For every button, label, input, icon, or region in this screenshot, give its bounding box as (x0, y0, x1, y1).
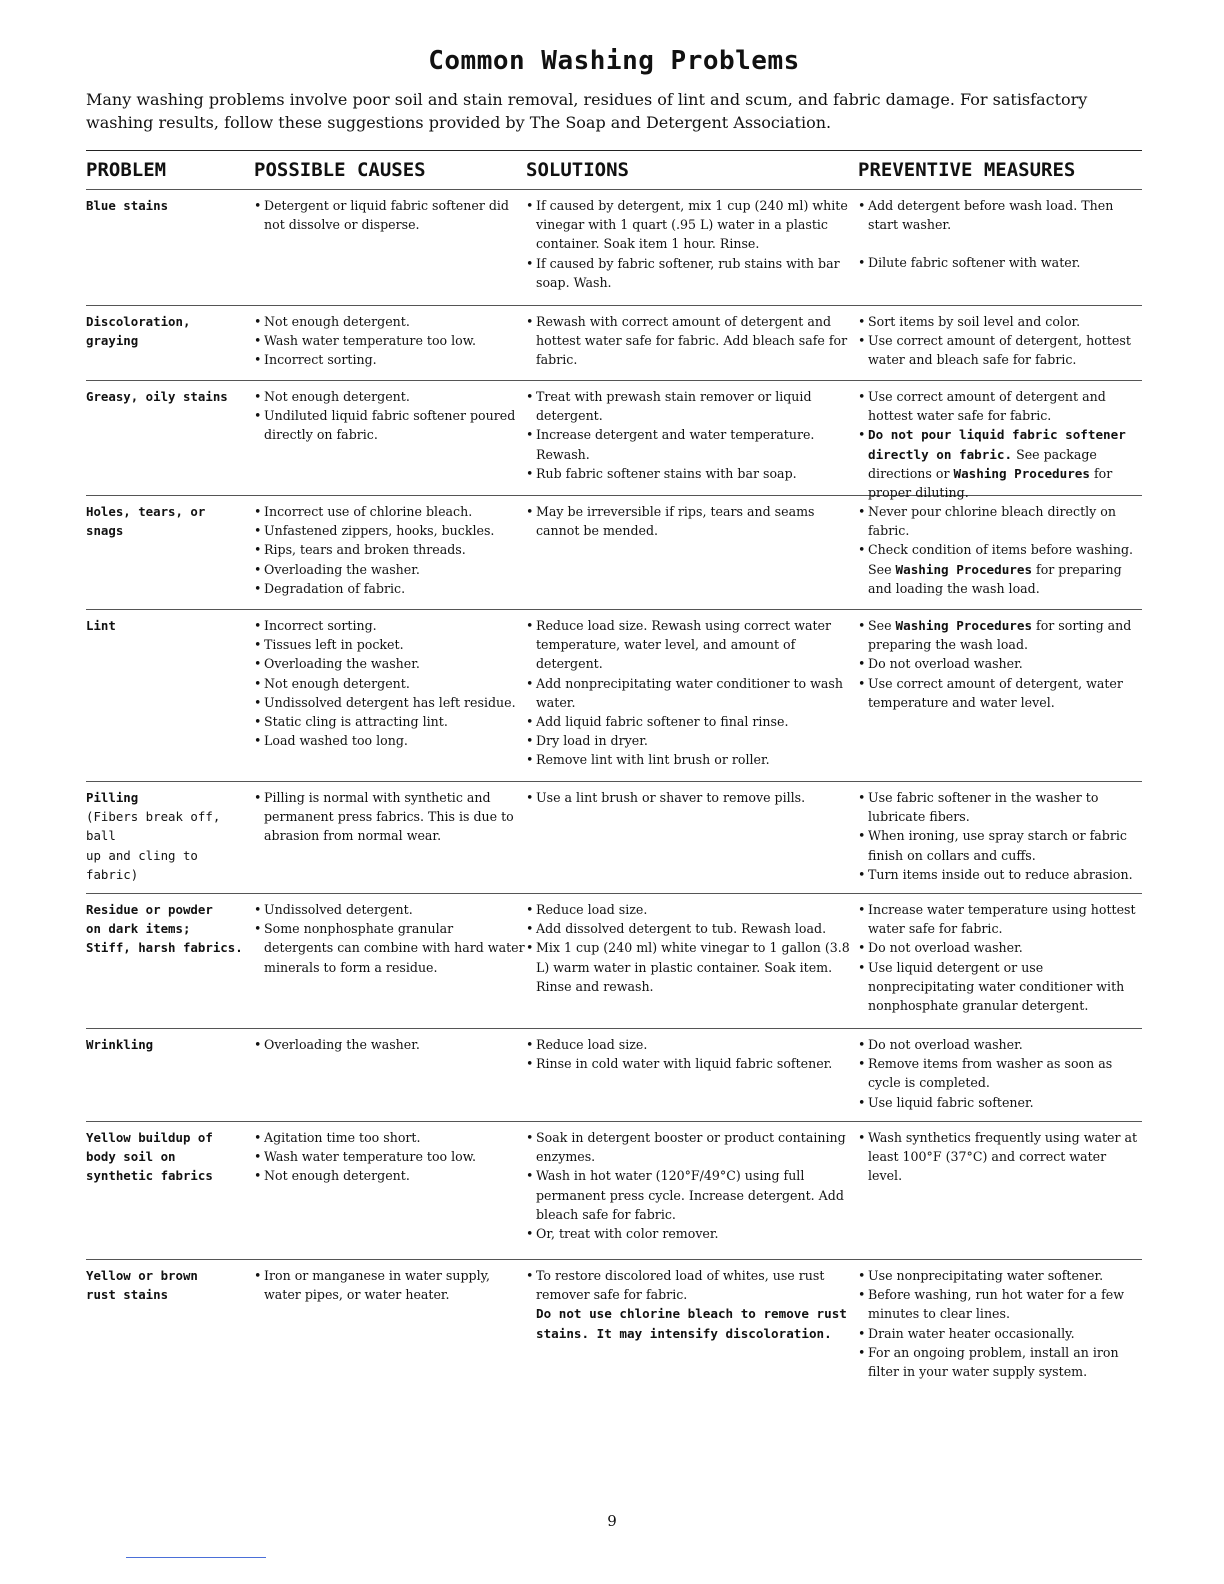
cause-item: • Unfastened zippers, hooks, buckles. (254, 521, 526, 540)
cause-item: • Static cling is attracting lint. (254, 712, 526, 731)
problem-name: Wrinkling (86, 1037, 154, 1052)
cause-item: • Overloading the washer. (254, 560, 526, 579)
problem-name: Lint (86, 618, 116, 633)
cause-item: • Undissolved detergent has left residue. (254, 693, 526, 712)
table-row (86, 781, 1142, 893)
preventive-item: • Never pour chlorine bleach directly on fabric. (858, 502, 1142, 540)
cause-item: • Iron or manganese in water supply, water pipes, or water heater. (254, 1266, 526, 1304)
cause-item: • Wash water temperature too low. (254, 331, 526, 350)
cause-item: • Detergent or liquid fabric softener did not dissolve or disperse. (254, 196, 526, 234)
preventive-item: • Use liquid detergent or use nonprecipitating water conditioner with nonphosphate granular detergent. (858, 958, 1142, 1016)
cause-item: • Some nonphosphate granular detergents can combine with hard water minerals to form a residue. (254, 919, 526, 977)
preventive-item: • Drain water heater occasionally. (858, 1324, 1142, 1343)
cause-item: • Wash water temperature too low. (254, 1147, 526, 1166)
table-row (86, 1121, 1142, 1259)
cause-item: • Undissolved detergent. (254, 900, 526, 919)
solution-item: • Remove lint with lint brush or roller. (526, 750, 858, 769)
problem-name: Greasy, oily stains (86, 389, 228, 404)
preventive-item: • For an ongoing problem, install an iron filter in your water supply system. (858, 1343, 1142, 1381)
table-row (86, 1259, 1142, 1399)
header-problem: PROBLEM (86, 159, 167, 181)
cause-item: • Not enough detergent. (254, 1166, 526, 1185)
cause-item: • Overloading the washer. (254, 654, 526, 673)
preventive-item: • Sort items by soil level and color. (858, 312, 1142, 331)
footer-rule (126, 1557, 266, 1558)
preventive-item: • Do not overload washer. (858, 1035, 1142, 1054)
table-row (86, 1028, 1142, 1121)
problem-name: Blue stains (86, 198, 169, 213)
preventive-item: • Use fabric softener in the washer to lubricate fibers. (858, 788, 1142, 826)
problem-name: Yellow buildup of body soil on synthetic fabrics (86, 1130, 213, 1184)
solution-item: • Dry load in dryer. (526, 731, 858, 750)
preventive-item: • Use correct amount of detergent, hottest water and bleach safe for fabric. (858, 331, 1142, 369)
problem-name: Residue or powder on dark items; Stiff, harsh fabrics. (86, 902, 243, 956)
solution-item: • To restore discolored load of whites, use rust remover safe for fabric. (526, 1266, 858, 1304)
table-row (86, 380, 1142, 501)
cause-item: • Incorrect sorting. (254, 350, 526, 369)
header-preventive: PREVENTIVE MEASURES (858, 159, 1076, 181)
solution-item: • Wash in hot water (120°F/49°C) using full permanent press cycle. Increase detergent. Add bleach safe for fabric. (526, 1166, 858, 1224)
preventive-item: • Do not pour liquid fabric softener directly on fabric. See package directions or Washing Procedures for proper diluting. (858, 425, 1142, 502)
preventive-item: • Wash synthetics frequently using water at least 100°F (37°C) and correct water level. (858, 1128, 1142, 1186)
preventive-item: • Use correct amount of detergent and hottest water safe for fabric. (858, 387, 1142, 425)
solution-item: • Mix 1 cup (240 ml) white vinegar to 1 gallon (3.8 L) warm water in plastic container. Soak item. Rinse and rewash. (526, 938, 858, 996)
cause-item: • Not enough detergent. (254, 312, 526, 331)
table-row (86, 305, 1142, 380)
cause-item: • Tissues left in pocket. (254, 635, 526, 654)
page-title: Common Washing Problems (428, 46, 800, 76)
cause-item: • Undiluted liquid fabric softener poured directly on fabric. (254, 406, 526, 444)
preventive-item: • Do not overload washer. (858, 654, 1142, 673)
page-content (86, 46, 1142, 1399)
solution-item: • Increase detergent and water temperature. Rewash. (526, 425, 858, 463)
table-row (86, 609, 1142, 781)
cause-item: • Degradation of fabric. (254, 579, 526, 598)
table-row (86, 495, 1142, 609)
solution-item: • Rub fabric softener stains with bar soap. (526, 464, 858, 483)
cause-item: • Not enough detergent. (254, 674, 526, 693)
preventive-item: • Use liquid fabric softener. (858, 1093, 1142, 1112)
solution-item: • Use a lint brush or shaver to remove pills. (526, 788, 858, 807)
preventive-item: • Check condition of items before washing. See Washing Procedures for preparing and loading the wash load. (858, 540, 1142, 598)
intro-paragraph: Many washing problems involve poor soil and stain removal, residues of lint and scum, and fabric damage. For satisfactory washing results, follow these suggestions provided by The Soap and Detergent Association. (86, 90, 1088, 132)
solution-item: • Add liquid fabric softener to final rinse. (526, 712, 858, 731)
cause-item: • Not enough detergent. (254, 387, 526, 406)
table-row (86, 189, 1142, 305)
solution-item: • Rewash with correct amount of detergent and hottest water safe for fabric. Add bleach safe for fabric. (526, 312, 858, 370)
problem-name: Yellow or brown rust stains (86, 1268, 198, 1303)
preventive-item: • Add detergent before wash load. Then start washer. (858, 196, 1142, 234)
solution-item: • Treat with prewash stain remover or liquid detergent. (526, 387, 858, 425)
preventive-item: • See Washing Procedures for sorting and preparing the wash load. (858, 616, 1142, 654)
table-header (86, 150, 1142, 189)
solution-item: • Reduce load size. Rewash using correct water temperature, water level, and amount of detergent. (526, 616, 858, 674)
preventive-item: • Before washing, run hot water for a few minutes to clear lines. (858, 1285, 1142, 1323)
cause-item: • Agitation time too short. (254, 1128, 526, 1147)
problem-note: (Fibers break off, ball up and cling to fabric) (86, 809, 221, 882)
solution-item: • Reduce load size. (526, 1035, 858, 1054)
page-number: 9 (607, 1512, 617, 1530)
header-solutions: SOLUTIONS (526, 159, 629, 181)
solution-item: • Soak in detergent booster or product containing enzymes. (526, 1128, 858, 1166)
problem-name: Discoloration, graying (86, 314, 191, 349)
problem-name: Holes, tears, or snags (86, 504, 206, 539)
solution-item: • May be irreversible if rips, tears and seams cannot be mended. (526, 502, 858, 540)
preventive-item: • Remove items from washer as soon as cycle is completed. (858, 1054, 1142, 1092)
reference-link: Washing Procedures (895, 561, 1033, 577)
warning-text: Do not use chlorine bleach to remove rust stains. It may intensify discoloration. (536, 1306, 847, 1341)
table-row (86, 893, 1142, 1028)
header-causes: POSSIBLE CAUSES (254, 159, 426, 181)
solution-item: • If caused by detergent, mix 1 cup (240 ml) white vinegar with 1 quart (.95 L) water in a plastic container. Soak item 1 hour. Rinse. (526, 196, 858, 254)
preventive-item: • Turn items inside out to reduce abrasion. (858, 865, 1142, 884)
solution-item: • Rinse in cold water with liquid fabric softener. (526, 1054, 858, 1073)
cause-item: • Pilling is normal with synthetic and permanent press fabrics. This is due to abrasion from normal wear. (254, 788, 526, 846)
solution-item: • Add nonprecipitating water conditioner to wash water. (526, 674, 858, 712)
solution-item: • Add dissolved detergent to tub. Rewash load. (526, 919, 858, 938)
solution-item: • Or, treat with color remover. (526, 1224, 858, 1243)
cause-item: • Incorrect sorting. (254, 616, 526, 635)
cause-item: • Load washed too long. (254, 731, 526, 750)
preventive-item: • Dilute fabric softener with water. (858, 253, 1142, 272)
solution-item: • If caused by fabric softener, rub stains with bar soap. Wash. (526, 254, 858, 292)
problem-name: Pilling (86, 790, 139, 805)
preventive-item: • Increase water temperature using hottest water safe for fabric. (858, 900, 1142, 938)
cause-item: • Incorrect use of chlorine bleach. (254, 502, 526, 521)
warning-text: Do not pour liquid fabric softener directly on fabric. (868, 427, 1126, 462)
preventive-item: • When ironing, use spray starch or fabric finish on collars and cuffs. (858, 826, 1142, 864)
reference-link: Washing Procedures (895, 618, 1033, 633)
preventive-item: • Use nonprecipitating water softener. (858, 1266, 1142, 1285)
cause-item: • Overloading the washer. (254, 1035, 526, 1054)
reference-link: Washing Procedures (953, 465, 1090, 481)
cause-item: • Rips, tears and broken threads. (254, 540, 526, 559)
preventive-item: • Use correct amount of detergent, water temperature and water level. (858, 674, 1142, 712)
solution-item: • Reduce load size. (526, 900, 858, 919)
preventive-item: • Do not overload washer. (858, 938, 1142, 957)
